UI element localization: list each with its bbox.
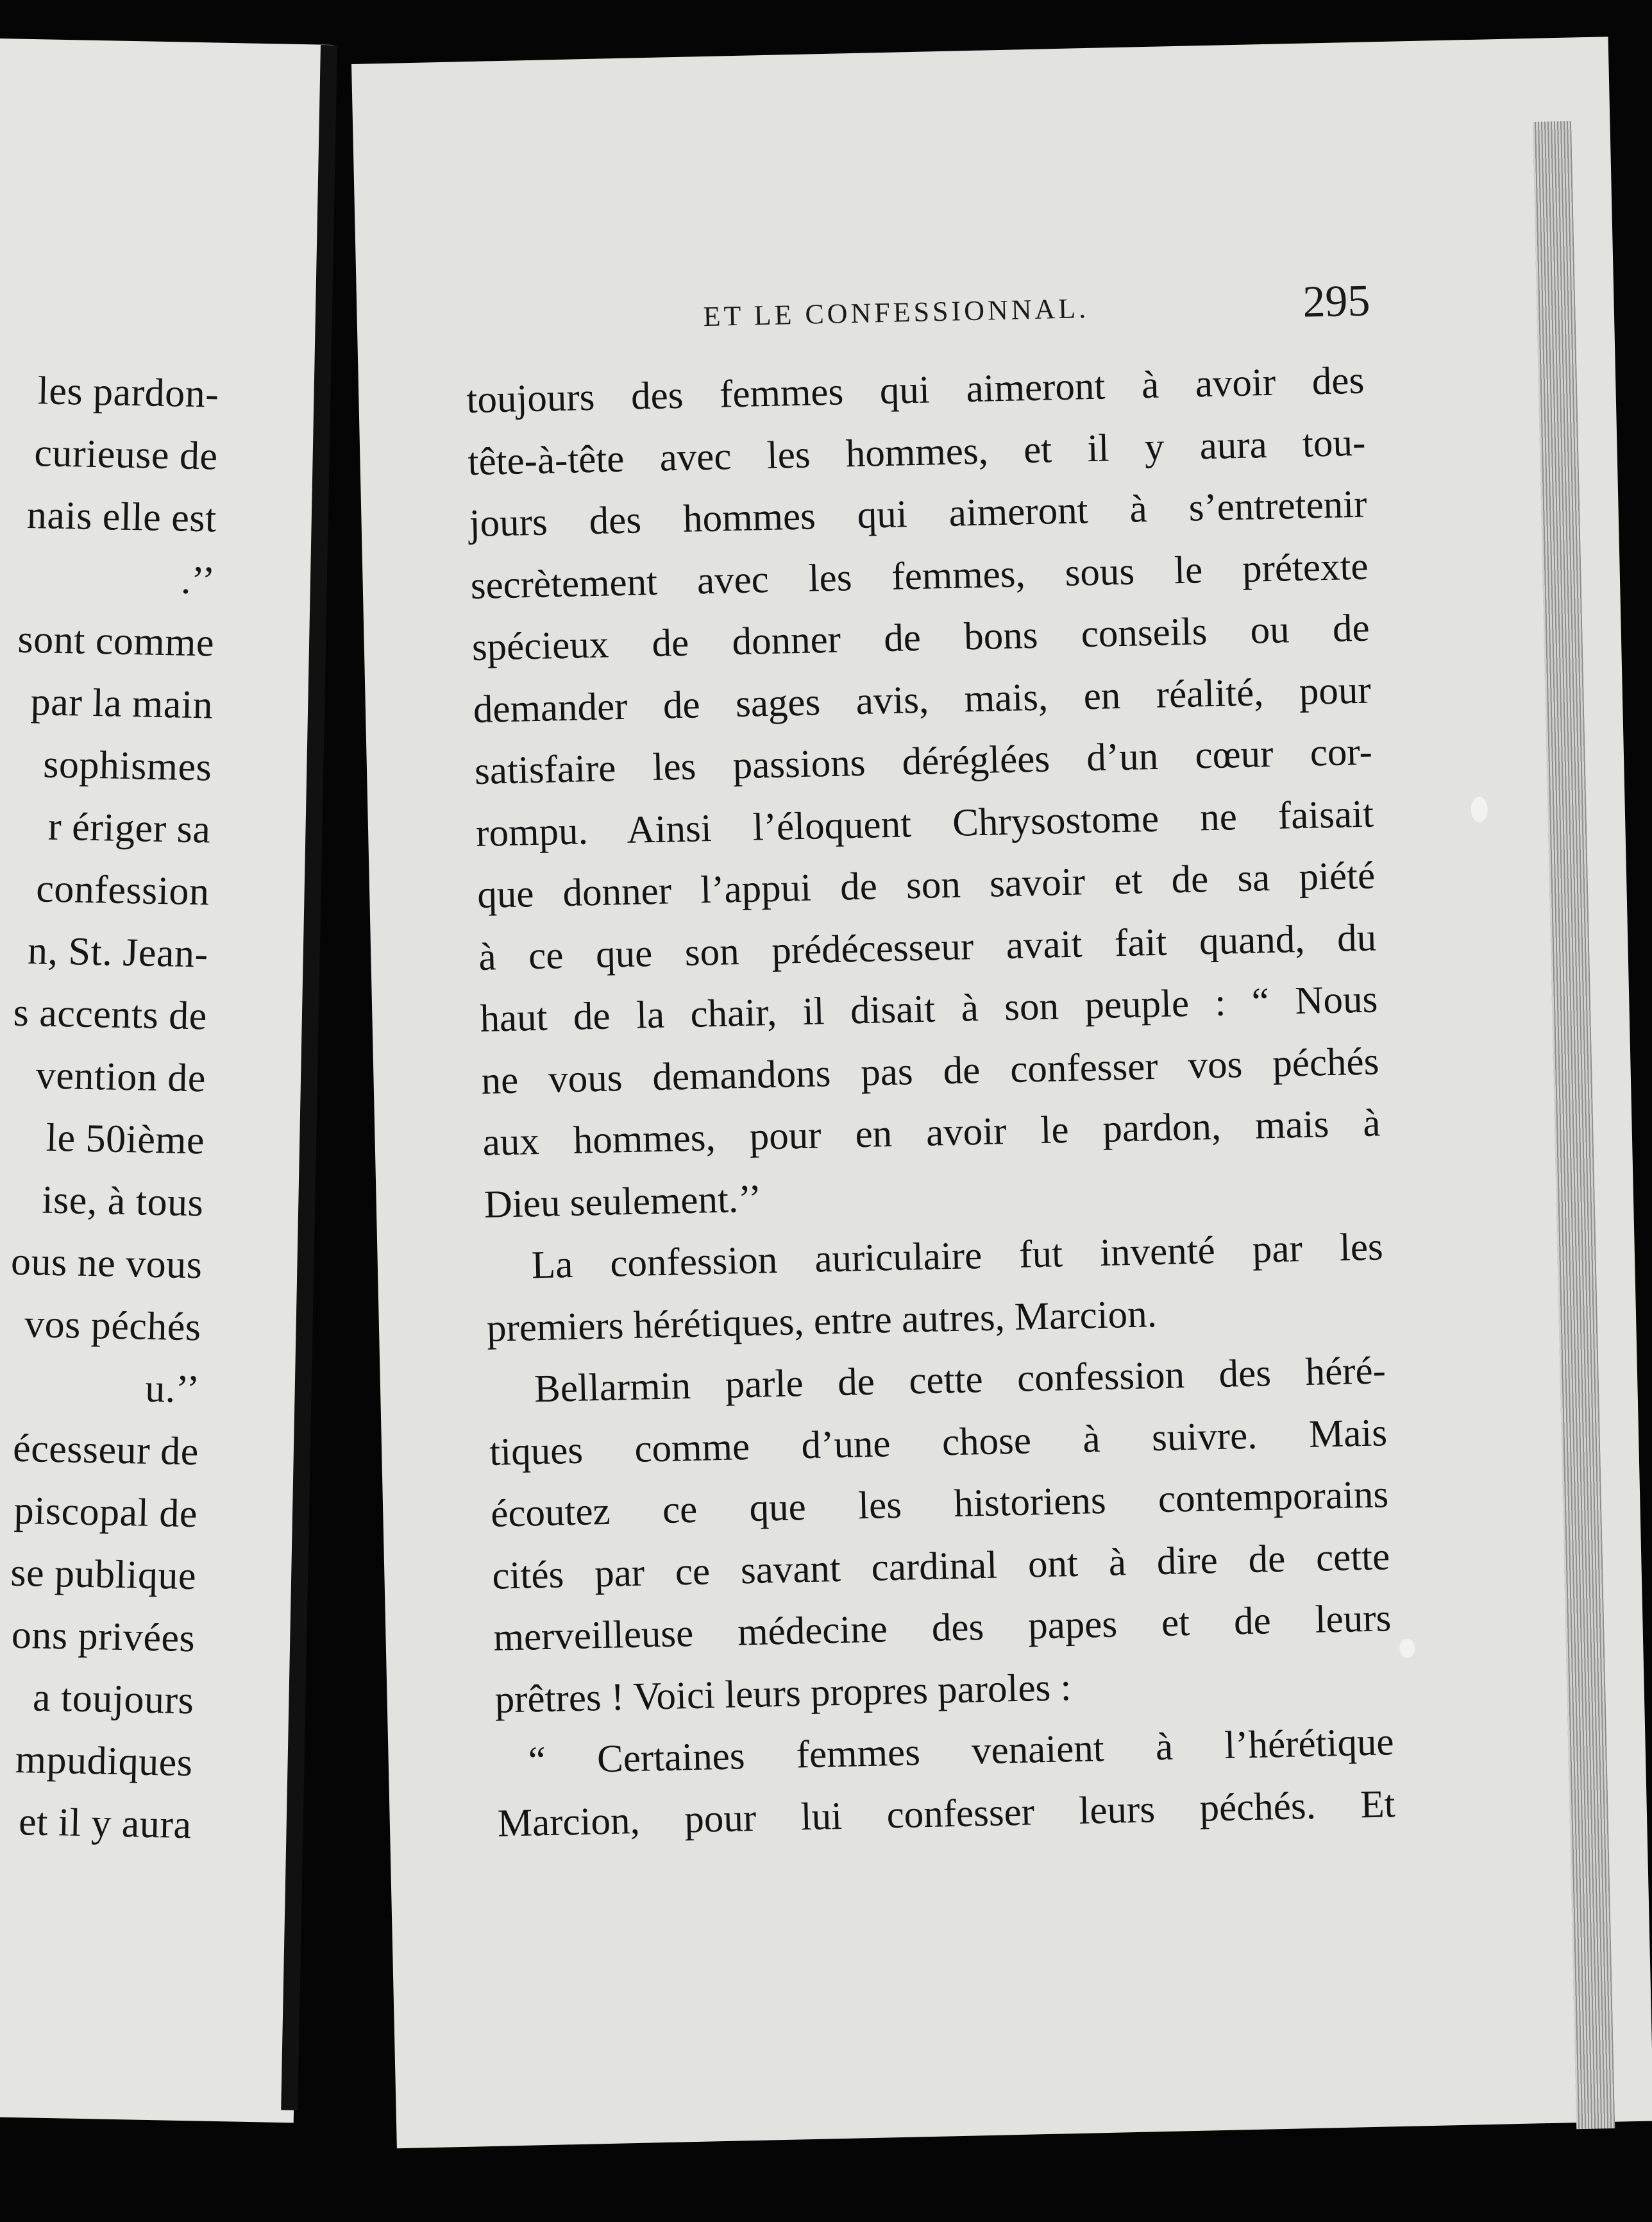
text-line: jours des hommes qui aimeront à s’entretenir [468,482,1368,546]
text-line: que donner l’appui de son savoir et de sa piété [476,854,1376,917]
left-line: confession [35,867,210,914]
text-line: aux hommes, pour en avoir le pardon, mais à [482,1101,1381,1164]
text-line: spécieux de donner de bons conseils ou de [471,606,1370,670]
paper-speck [1399,1638,1415,1658]
text-line: premiers hérétiques, entre autres, Marcion. [486,1292,1158,1350]
text-line: tiques comme d’une chose à suivre. Mais [489,1411,1388,1474]
left-line: par la main [30,680,214,727]
left-line: mpudiques [15,1737,194,1785]
left-line: vention de [35,1053,206,1101]
text-line: tête-à-tête avec les hommes, et il y aura tou- [467,421,1366,484]
running-head [357,276,1512,359]
left-line: nais elle est [26,493,217,541]
text-line: Dieu seulement.’’ [484,1176,762,1226]
left-line: se publique [10,1550,197,1599]
text-line: demander de sages avis, mais, en réalité, pour [473,668,1372,731]
left-line: .’’ [180,558,216,603]
paragraph [496,1711,1396,1854]
left-line: curieuse de [33,431,219,479]
left-line: r ériger sa [47,804,212,852]
text-line: écoutez ce que les historiens contemporains [490,1473,1389,1536]
left-line: les pardon- [37,369,220,416]
left-page-text [0,352,219,1856]
left-line: ise, à tous [41,1178,204,1225]
text-line: haut de la chair, il disait à son peuple : “ Nous [479,978,1378,1040]
left-line: et il y aura [18,1800,192,1847]
left-line: piscopal de [13,1488,198,1536]
text-line: ne vous demandons pas de confesser vos péchés [480,1039,1380,1103]
left-line: u.’’ [144,1366,201,1412]
text-line: toujours des femmes qui aimeront à avoir des [466,359,1365,422]
text-line: à ce que son prédécesseur avait fait quand, du [478,915,1377,979]
text-line: satisfaire les passions déréglées d’un cœur cor- [474,730,1373,793]
page-body [466,350,1395,1855]
running-head-title: ET LE CONFESSIONNAL. [703,293,1090,333]
left-line: sont comme [17,617,215,665]
paper-speck [1471,797,1488,823]
page-number: 295 [1302,276,1371,327]
left-line: ons privées [11,1613,196,1661]
text-line: Marcion, pour lui confesser leurs péchés. Et [497,1782,1396,1845]
text-line: Bellarmin parle de cette confession des héré- [534,1349,1386,1411]
left-line: écesseur de [12,1426,199,1474]
left-line: ous ne vous [10,1239,203,1287]
left-line: a toujours [32,1675,194,1723]
left-line: n, St. Jean- [27,929,209,976]
text-line: secrètement avec les femmes, sous le prétexte [470,545,1369,607]
left-page [0,38,333,2123]
paragraph [487,1340,1393,1731]
right-page [351,37,1652,2148]
left-line: le 50ième [46,1115,205,1163]
text-line: La confession auriculaire fut inventé par les [531,1225,1384,1287]
left-line: vos péchés [24,1302,202,1350]
text-line: merveilleuse médecine des papes et de leurs [493,1597,1392,1659]
paragraph [485,1216,1385,1359]
left-line: s accents de [13,990,208,1039]
text-line: prêtres ! Voici leurs propres paroles : [494,1665,1072,1722]
left-line: sophismes [42,742,212,790]
paragraph [466,350,1382,1236]
text-line: rompu. Ainsi l’éloquent Chrysostome ne faisait [475,792,1374,855]
text-line: cités par ce savant cardinal ont à dire de cette [491,1534,1390,1598]
text-line: “ Certaines femmes venaient à l’hérétique [528,1720,1395,1783]
